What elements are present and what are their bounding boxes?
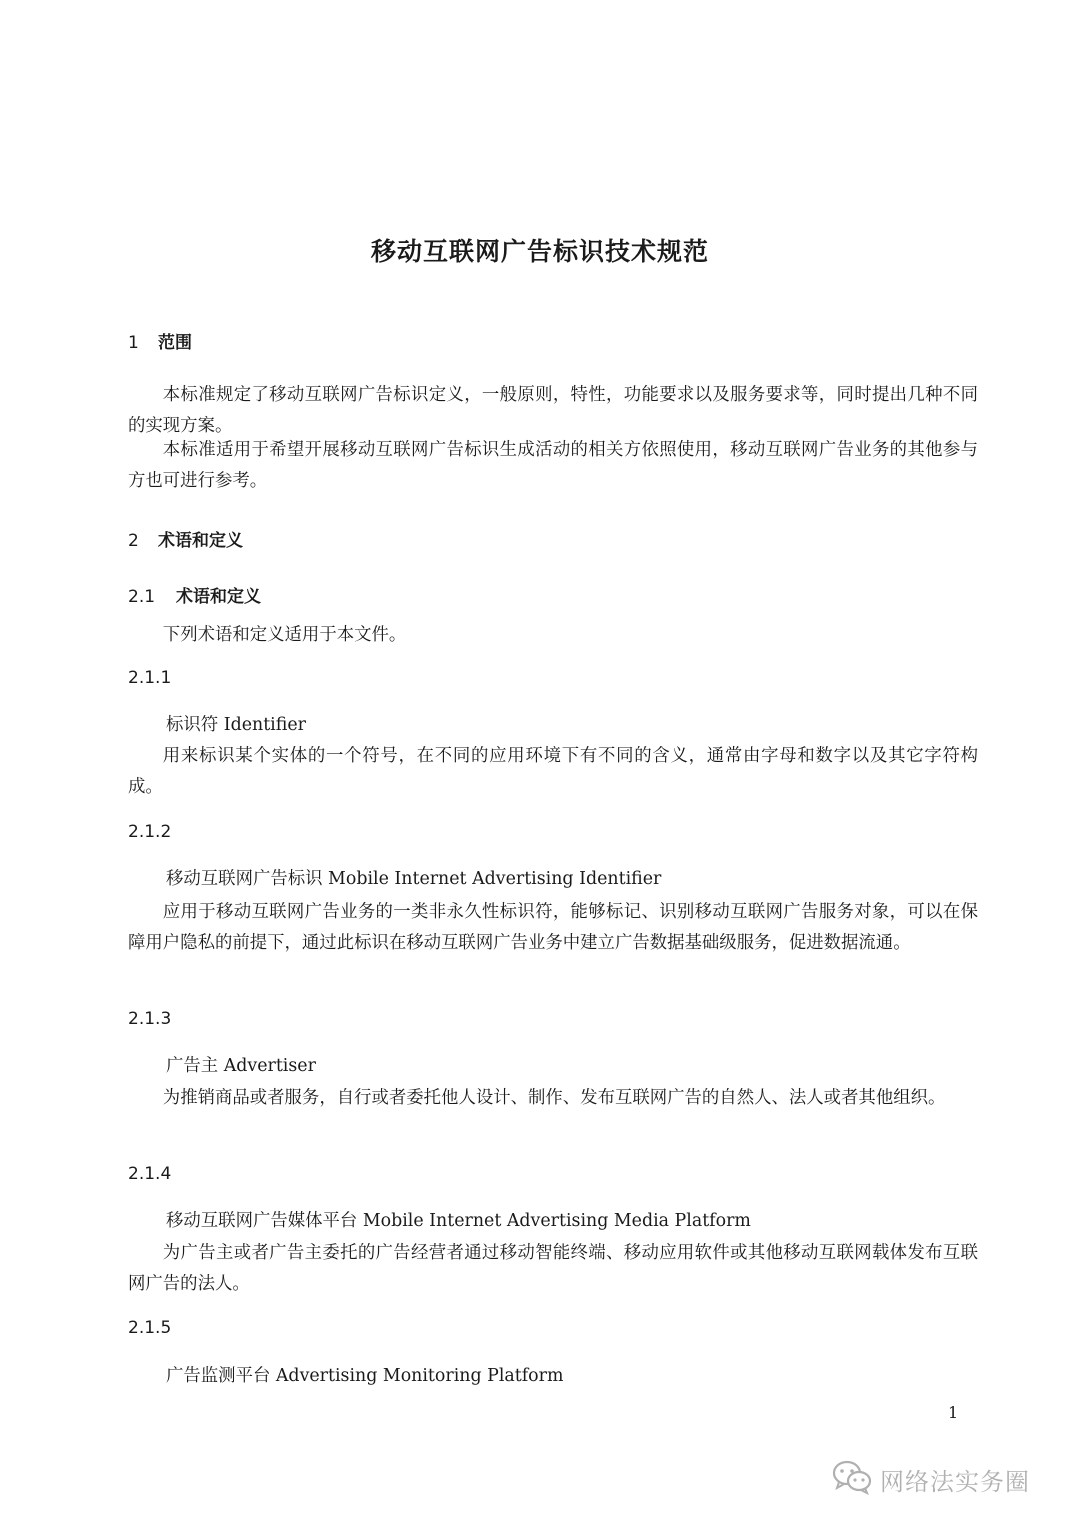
term-definition: 用来标识某个实体的一个符号，在不同的应用环境下有不同的含义，通常由字母和数字以及其它字符构成。 — [128, 746, 978, 797]
term-name: 移动互联网广告媒体平台 Mobile Internet Advertising Media Platform — [166, 1211, 751, 1231]
term-name: 广告主 Advertiser — [166, 1056, 316, 1076]
terms-intro-paragraph: 下列术语和定义适用于本文件。 — [162, 625, 407, 645]
watermark — [832, 1459, 1030, 1499]
term-definition: 为广告主或者广告主委托的广告经营者通过移动智能终端、移动应用软件或其他移动互联网载体发布互联网广告的法人。 — [128, 1243, 978, 1294]
section-heading-terms — [128, 526, 243, 551]
subsection-title: 术语和定义 — [176, 587, 261, 607]
term-name: 移动互联网广告标识 Mobile Internet Advertising Identifier — [166, 869, 662, 889]
term-definition: 应用于移动互联网广告业务的一类非永久性标识符，能够标记、识别移动互联网广告服务对象，可以在保障用户隐私的前提下，通过此标识在移动互联网广告业务中建立广告数据基础级服务，促进数据流通。 — [128, 902, 978, 953]
clause-number: 2.1.4 — [128, 1164, 172, 1184]
clause-number: 2.1.3 — [128, 1009, 172, 1029]
section-heading-scope — [128, 328, 192, 353]
clause-number: 2.1.2 — [128, 822, 172, 842]
scope-paragraph-2: 本标准适用于希望开展移动互联网广告标识生成活动的相关方依照使用，移动互联网广告业务的其他参与方也可进行参考。 — [128, 440, 978, 491]
subsection-heading-terms — [128, 582, 261, 607]
section-number: 2 — [128, 531, 139, 551]
section-title: 术语和定义 — [158, 531, 243, 551]
wechat-icon — [832, 1459, 872, 1499]
term-definition: 为推销商品或者服务，自行或者委托他人设计、制作、发布互联网广告的自然人、法人或者其他组织。 — [162, 1088, 946, 1108]
watermark-text: 网络法实务圈 — [880, 1467, 1030, 1496]
page-number: 1 — [948, 1403, 959, 1422]
clause-number: 2.1.5 — [128, 1318, 172, 1338]
clause-number: 2.1.1 — [128, 668, 172, 688]
scope-paragraph-1: 本标准规定了移动互联网广告标识定义，一般原则，特性，功能要求以及服务要求等，同时提出几种不同的实现方案。 — [128, 385, 978, 436]
document-title: 移动互联网广告标识技术规范 — [370, 237, 709, 266]
subsection-number: 2.1 — [128, 587, 156, 607]
section-number: 1 — [128, 333, 139, 353]
term-name: 标识符 Identifier — [166, 715, 306, 735]
term-name: 广告监测平台 Advertising Monitoring Platform — [166, 1366, 564, 1386]
section-title: 范围 — [158, 333, 192, 353]
